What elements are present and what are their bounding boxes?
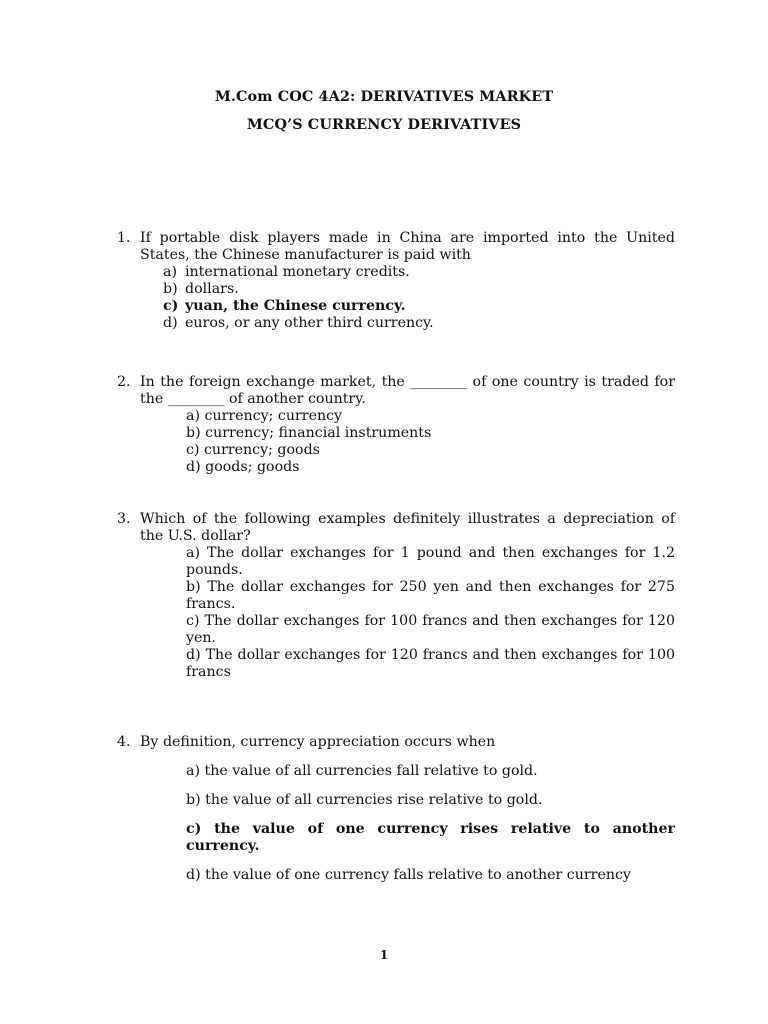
option-text: dollars.	[185, 281, 239, 297]
option-letter: d)	[163, 315, 178, 331]
document-title: M.Com COC 4A2: DERIVATIVES MARKET	[214, 88, 554, 105]
answer-option-b: b) The dollar exchanges for 250 yen and then exchanges for 275 francs.	[186, 579, 675, 612]
answer-option-c-correct	[163, 298, 675, 315]
answer-option-a	[163, 264, 675, 281]
option-text: euros, or any other third currency.	[185, 315, 434, 331]
question-1	[117, 230, 675, 332]
answer-option-d: d) the value of one currency falls relative to another currency	[186, 867, 631, 883]
question-stem: If portable disk players made in China are imported into the United States, the Chinese manufacturer is paid with	[140, 230, 675, 263]
answer-options	[163, 264, 675, 332]
answer-option-d: d) The dollar exchanges for 120 francs and then exchanges for 100 francs	[186, 647, 675, 680]
question-stem: Which of the following examples definitely illustrates a depreciation of the U.S. dollar?	[140, 511, 675, 544]
option-text: yuan, the Chinese currency.	[185, 298, 406, 314]
option-text: international monetary credits.	[185, 264, 410, 280]
question-number: 3.	[117, 511, 131, 527]
question-4	[117, 734, 675, 884]
question-number: 2.	[117, 374, 131, 390]
option-letter: a)	[163, 264, 177, 280]
answer-option-c-correct: c) the value of one currency rises relative to another currency.	[186, 821, 675, 854]
question-number: 1.	[117, 230, 131, 246]
answer-option-d: d) goods; goods	[186, 459, 300, 475]
question-number: 4.	[117, 734, 131, 750]
question-3	[117, 511, 675, 681]
question-stem: By definition, currency appreciation occurs when	[140, 734, 496, 750]
answer-option-a: a) the value of all currencies fall relative to gold.	[186, 763, 538, 779]
answer-option-a: a) The dollar exchanges for 1 pound and then exchanges for 1.2 pounds.	[186, 545, 675, 578]
answer-option-d	[163, 315, 675, 332]
answer-option-c: c) The dollar exchanges for 100 francs and then exchanges for 120 yen.	[186, 613, 675, 646]
document-subtitle: MCQ’S CURRENCY DERIVATIVES	[246, 116, 522, 133]
page-number: 1	[379, 948, 389, 962]
answer-option-b	[163, 281, 675, 298]
answer-options	[186, 763, 675, 884]
answer-options	[186, 545, 675, 681]
answer-option-b: b) currency; financial instruments	[186, 425, 432, 441]
answer-option-a: a) currency; currency	[186, 408, 343, 424]
answer-option-b: b) the value of all currencies rise relative to gold.	[186, 792, 543, 808]
answer-options	[186, 408, 675, 476]
answer-option-c: c) currency; goods	[186, 442, 320, 458]
option-letter: b)	[163, 281, 178, 297]
question-stem: In the foreign exchange market, the ________ of one country is traded for the ________ of another country.	[140, 374, 675, 407]
option-letter: c)	[163, 298, 179, 314]
question-2	[117, 374, 675, 476]
